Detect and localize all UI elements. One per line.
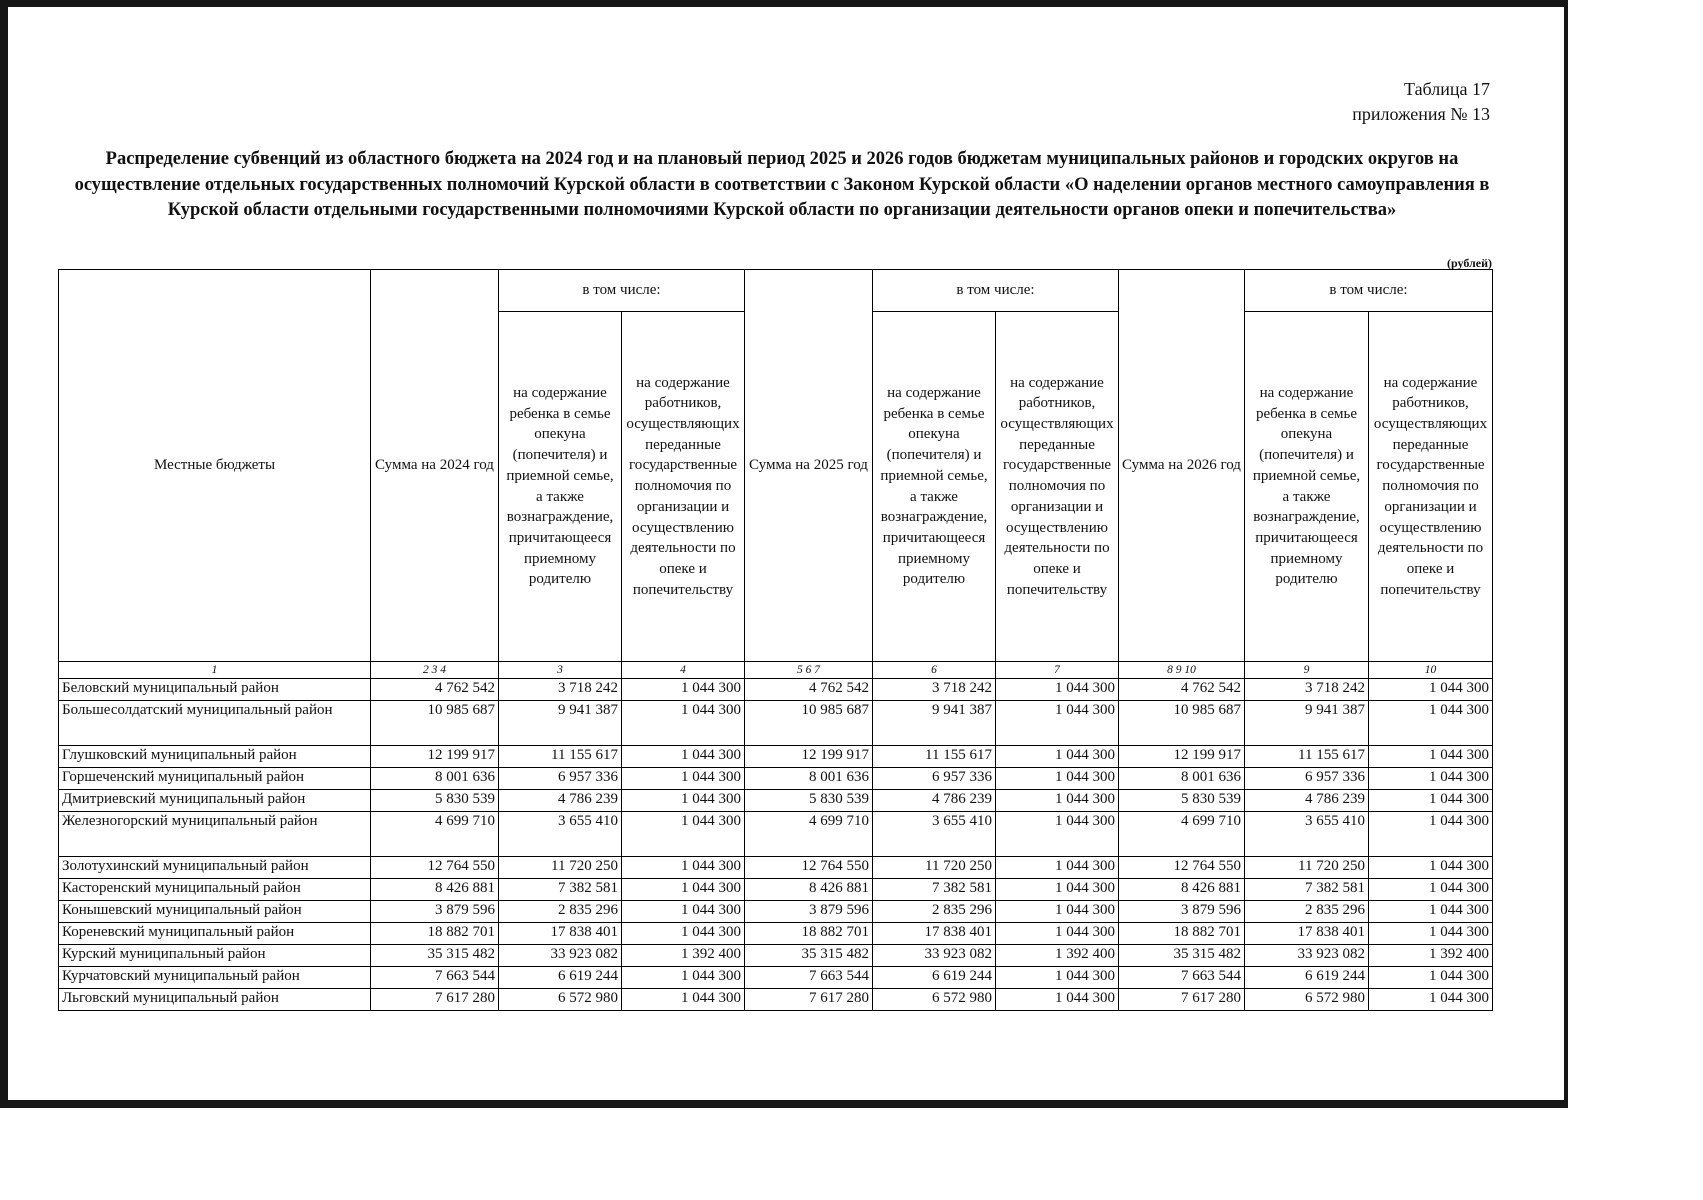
table-row <box>59 901 1493 923</box>
amount-cell: 5 830 539 <box>745 790 873 812</box>
amount-cell: 1 044 300 <box>622 989 745 1011</box>
amount-cell: 3 718 242 <box>873 679 996 701</box>
amount-cell: 11 155 617 <box>873 746 996 768</box>
amount-cell: 1 044 300 <box>622 768 745 790</box>
amount-cell: 1 044 300 <box>1369 923 1493 945</box>
amount-cell: 18 882 701 <box>371 923 499 945</box>
amount-cell: 3 879 596 <box>745 901 873 923</box>
district-name: Горшеченский муниципальный район <box>59 768 371 790</box>
amount-cell: 12 764 550 <box>371 857 499 879</box>
district-name: Курский муниципальный район <box>59 945 371 967</box>
amount-cell: 1 044 300 <box>622 879 745 901</box>
amount-cell: 7 617 280 <box>745 989 873 1011</box>
amount-cell: 11 155 617 <box>1245 746 1369 768</box>
header-staff-upkeep-2025: на содержание работников, осуществляющих переданные государственные полномочия по организации и осуществлению деятельности по опеке и попечительству <box>996 312 1119 662</box>
amount-cell: 1 044 300 <box>622 679 745 701</box>
amount-cell: 6 619 244 <box>1245 967 1369 989</box>
amount-cell: 1 044 300 <box>1369 857 1493 879</box>
amount-cell: 12 199 917 <box>371 746 499 768</box>
amount-cell: 1 392 400 <box>996 945 1119 967</box>
header-sum-2026: Сумма на 2026 год <box>1119 270 1245 662</box>
amount-cell: 17 838 401 <box>499 923 622 945</box>
district-name: Беловский муниципальный район <box>59 679 371 701</box>
district-name: Касторенский муниципальный район <box>59 879 371 901</box>
amount-cell: 1 044 300 <box>996 879 1119 901</box>
amount-cell: 11 720 250 <box>499 857 622 879</box>
amount-cell: 4 786 239 <box>1245 790 1369 812</box>
district-name: Дмитриевский муниципальный район <box>59 790 371 812</box>
district-name: Золотухинский муниципальный район <box>59 857 371 879</box>
amount-cell: 1 392 400 <box>622 945 745 967</box>
table-row <box>59 945 1493 967</box>
district-name: Курчатовский муниципальный район <box>59 967 371 989</box>
header-child-upkeep-2026: на содержание ребенка в семье опекуна (попечителя) и приемной семье, а также вознаграждение, причитающееся приемному родителю <box>1245 312 1369 662</box>
amount-cell: 3 655 410 <box>1245 812 1369 857</box>
amount-cell: 1 044 300 <box>996 790 1119 812</box>
amount-cell: 3 879 596 <box>371 901 499 923</box>
amount-cell: 3 718 242 <box>1245 679 1369 701</box>
amount-cell: 1 044 300 <box>996 812 1119 857</box>
column-number: 2 3 4 <box>371 662 499 679</box>
amount-cell: 1 044 300 <box>622 967 745 989</box>
amount-cell: 6 619 244 <box>499 967 622 989</box>
amount-cell: 1 044 300 <box>1369 967 1493 989</box>
amount-cell: 33 923 082 <box>499 945 622 967</box>
amount-cell: 4 786 239 <box>499 790 622 812</box>
district-name: Большесолдатский муниципальный район <box>59 701 371 746</box>
table-row <box>59 857 1493 879</box>
amount-cell: 9 941 387 <box>499 701 622 746</box>
amount-cell: 11 155 617 <box>499 746 622 768</box>
table-body <box>59 679 1493 1011</box>
table-row <box>59 746 1493 768</box>
amount-cell: 4 762 542 <box>371 679 499 701</box>
amount-cell: 6 619 244 <box>873 967 996 989</box>
column-number: 9 <box>1245 662 1369 679</box>
amount-cell: 4 699 710 <box>371 812 499 857</box>
amount-cell: 1 044 300 <box>622 901 745 923</box>
scan-border-left <box>0 0 8 1108</box>
amount-cell: 5 830 539 <box>371 790 499 812</box>
scan-border-bottom <box>0 1100 1568 1108</box>
amount-cell: 7 382 581 <box>873 879 996 901</box>
amount-cell: 7 617 280 <box>1119 989 1245 1011</box>
amount-cell: 2 835 296 <box>499 901 622 923</box>
amount-cell: 6 957 336 <box>1245 768 1369 790</box>
amount-cell: 12 764 550 <box>1119 857 1245 879</box>
amount-cell: 35 315 482 <box>1119 945 1245 967</box>
amount-cell: 10 985 687 <box>371 701 499 746</box>
amount-cell: 10 985 687 <box>1119 701 1245 746</box>
amount-cell: 7 382 581 <box>499 879 622 901</box>
amount-cell: 17 838 401 <box>1245 923 1369 945</box>
amount-cell: 35 315 482 <box>745 945 873 967</box>
amount-cell: 1 044 300 <box>996 768 1119 790</box>
amount-cell: 7 382 581 <box>1245 879 1369 901</box>
amount-cell: 12 764 550 <box>745 857 873 879</box>
units-label: (рублей) <box>1446 256 1492 270</box>
column-number: 10 <box>1369 662 1493 679</box>
column-number: 7 <box>996 662 1119 679</box>
amount-cell: 1 044 300 <box>996 857 1119 879</box>
amount-cell: 11 720 250 <box>873 857 996 879</box>
amount-cell: 18 882 701 <box>1119 923 1245 945</box>
table-row <box>59 967 1493 989</box>
amount-cell: 3 655 410 <box>873 812 996 857</box>
amount-cell: 4 699 710 <box>1119 812 1245 857</box>
header-local-budgets: Местные бюджеты <box>59 270 371 662</box>
amount-cell: 7 663 544 <box>371 967 499 989</box>
header-including-2025: в том числе: <box>873 270 1119 312</box>
column-number: 3 <box>499 662 622 679</box>
amount-cell: 10 985 687 <box>745 701 873 746</box>
amount-cell: 1 044 300 <box>1369 746 1493 768</box>
amount-cell: 6 572 980 <box>499 989 622 1011</box>
amount-cell: 8 426 881 <box>1119 879 1245 901</box>
amount-cell: 1 044 300 <box>622 746 745 768</box>
header-child-upkeep-2024: на содержание ребенка в семье опекуна (попечителя) и приемной семье, а также вознаграждение, причитающееся приемному родителю <box>499 312 622 662</box>
amount-cell: 1 044 300 <box>1369 901 1493 923</box>
amount-cell: 1 044 300 <box>622 857 745 879</box>
district-name: Железногорский муниципальный район <box>59 812 371 857</box>
amount-cell: 35 315 482 <box>371 945 499 967</box>
amount-cell: 33 923 082 <box>873 945 996 967</box>
amount-cell: 3 655 410 <box>499 812 622 857</box>
amount-cell: 11 720 250 <box>1245 857 1369 879</box>
district-name: Льговский муниципальный район <box>59 989 371 1011</box>
amount-cell: 1 044 300 <box>1369 812 1493 857</box>
amount-cell: 6 957 336 <box>873 768 996 790</box>
table-row <box>59 701 1493 746</box>
amount-cell: 3 879 596 <box>1119 901 1245 923</box>
scan-border-top <box>0 0 1568 7</box>
column-number: 4 <box>622 662 745 679</box>
column-number-row <box>59 662 1493 679</box>
table-row <box>59 923 1493 945</box>
amount-cell: 8 426 881 <box>371 879 499 901</box>
amount-cell: 4 786 239 <box>873 790 996 812</box>
appendix-reference: приложения № 13 <box>1352 104 1490 124</box>
amount-cell: 1 044 300 <box>622 812 745 857</box>
table-row <box>59 768 1493 790</box>
header-sum-2024: Сумма на 2024 год <box>371 270 499 662</box>
amount-cell: 6 572 980 <box>873 989 996 1011</box>
table-reference: Таблица 17 <box>1404 79 1490 99</box>
district-name: Конышевский муниципальный район <box>59 901 371 923</box>
amount-cell: 8 426 881 <box>745 879 873 901</box>
document-title: Распределение субвенций из областного бюджета на 2024 год и на плановый период 2025 и 2026 годов бюджетам муниципальных районов и городских округов на осуществление отдельных государственных полномочий Курской области в соответствии с Законом Курской области «О наделении органов местного самоуправления в Курской области отдельными государственными полномочиями Курской области по организации деятельности органов опеки и попечительства» <box>74 149 1490 220</box>
column-number: 1 <box>59 662 371 679</box>
scan-border-right <box>1564 0 1568 1108</box>
header-including-2024: в том числе: <box>499 270 745 312</box>
amount-cell: 1 044 300 <box>996 701 1119 746</box>
amount-cell: 33 923 082 <box>1245 945 1369 967</box>
header-sum-2025: Сумма на 2025 год <box>745 270 873 662</box>
district-name: Глушковский муниципальный район <box>59 746 371 768</box>
amount-cell: 6 572 980 <box>1245 989 1369 1011</box>
amount-cell: 5 830 539 <box>1119 790 1245 812</box>
header-child-upkeep-2025: на содержание ребенка в семье опекуна (попечителя) и приемной семье, а также вознаграждение, причитающееся приемному родителю <box>873 312 996 662</box>
amount-cell: 1 044 300 <box>996 967 1119 989</box>
amount-cell: 1 044 300 <box>996 901 1119 923</box>
amount-cell: 1 044 300 <box>622 701 745 746</box>
table-row <box>59 879 1493 901</box>
table-row <box>59 790 1493 812</box>
amount-cell: 4 762 542 <box>745 679 873 701</box>
amount-cell: 7 617 280 <box>371 989 499 1011</box>
column-number: 5 6 7 <box>745 662 873 679</box>
amount-cell: 1 044 300 <box>1369 879 1493 901</box>
header-staff-upkeep-2026: на содержание работников, осуществляющих переданные государственные полномочия по организации и осуществлению деятельности по опеке и попечительству <box>1369 312 1493 662</box>
header-including-2026: в том числе: <box>1245 270 1493 312</box>
amount-cell: 2 835 296 <box>873 901 996 923</box>
table-row <box>59 679 1493 701</box>
amount-cell: 1 044 300 <box>622 923 745 945</box>
amount-cell: 9 941 387 <box>1245 701 1369 746</box>
amount-cell: 12 199 917 <box>745 746 873 768</box>
document-reference <box>1352 77 1490 127</box>
amount-cell: 1 044 300 <box>996 989 1119 1011</box>
amount-cell: 18 882 701 <box>745 923 873 945</box>
amount-cell: 7 663 544 <box>1119 967 1245 989</box>
amount-cell: 1 044 300 <box>1369 679 1493 701</box>
amount-cell: 1 044 300 <box>996 746 1119 768</box>
amount-cell: 17 838 401 <box>873 923 996 945</box>
table-row <box>59 812 1493 857</box>
amount-cell: 4 762 542 <box>1119 679 1245 701</box>
amount-cell: 3 718 242 <box>499 679 622 701</box>
amount-cell: 1 044 300 <box>622 790 745 812</box>
column-number: 8 9 10 <box>1119 662 1245 679</box>
amount-cell: 6 957 336 <box>499 768 622 790</box>
amount-cell: 7 663 544 <box>745 967 873 989</box>
amount-cell: 12 199 917 <box>1119 746 1245 768</box>
amount-cell: 2 835 296 <box>1245 901 1369 923</box>
amount-cell: 9 941 387 <box>873 701 996 746</box>
amount-cell: 1 044 300 <box>1369 790 1493 812</box>
table-row <box>59 989 1493 1011</box>
amount-cell: 8 001 636 <box>745 768 873 790</box>
amount-cell: 8 001 636 <box>371 768 499 790</box>
district-name: Кореневский муниципальный район <box>59 923 371 945</box>
amount-cell: 1 044 300 <box>1369 768 1493 790</box>
amount-cell: 1 044 300 <box>1369 989 1493 1011</box>
amount-cell: 1 044 300 <box>996 923 1119 945</box>
amount-cell: 1 044 300 <box>1369 701 1493 746</box>
amount-cell: 1 044 300 <box>996 679 1119 701</box>
header-staff-upkeep-2024: на содержание работников, осуществляющих переданные государственные полномочия по организации и осуществлению деятельности по опеке и попечительству <box>622 312 745 662</box>
amount-cell: 4 699 710 <box>745 812 873 857</box>
amount-cell: 8 001 636 <box>1119 768 1245 790</box>
subsidy-table <box>58 269 1493 1011</box>
amount-cell: 1 392 400 <box>1369 945 1493 967</box>
column-number: 6 <box>873 662 996 679</box>
